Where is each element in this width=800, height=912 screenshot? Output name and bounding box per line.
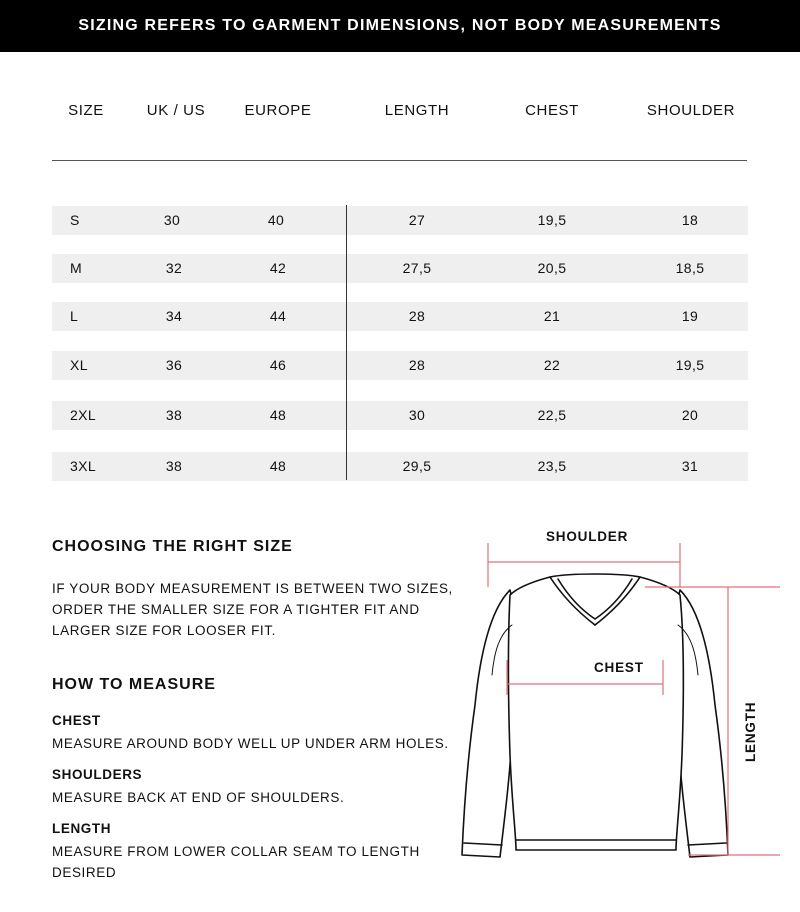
- cell-chest: 21: [543, 308, 561, 324]
- table-row: [52, 452, 748, 481]
- shoulders-instruction: MEASURE BACK AT END OF SHOULDERS.: [52, 790, 345, 805]
- choosing-size-heading: CHOOSING THE RIGHT SIZE: [52, 538, 293, 555]
- cell-shoulder: 31: [681, 458, 699, 474]
- measurement-diagram: [450, 515, 790, 895]
- cell-uk-us: 38: [165, 407, 183, 423]
- cell-size: L: [70, 308, 79, 324]
- table-row: [52, 401, 748, 430]
- length-measure-label: LENGTH: [743, 701, 758, 762]
- cell-shoulder: 18,5: [675, 260, 705, 276]
- header-chest: CHEST: [525, 102, 579, 119]
- table-row: [52, 302, 748, 331]
- cell-length: 30: [408, 407, 426, 423]
- choosing-size-text: IF YOUR BODY MEASUREMENT IS BETWEEN TWO SIZES, ORDER THE SMALLER SIZE FOR A TIGHTER FIT AND LARGER SIZE FOR LOOSER FIT.: [52, 581, 453, 638]
- cell-uk-us: 36: [165, 357, 183, 373]
- cell-shoulder: 18: [681, 212, 699, 228]
- cell-length: 27,5: [402, 260, 432, 276]
- cell-uk-us: 30: [163, 212, 181, 228]
- cell-length: 28: [408, 357, 426, 373]
- shoulders-label: SHOULDERS: [52, 767, 143, 782]
- cell-chest: 22: [543, 357, 561, 373]
- cell-uk-us: 38: [165, 458, 183, 474]
- column-divider: [346, 205, 347, 480]
- chest-label: CHEST: [52, 713, 101, 728]
- cell-shoulder: 19,5: [675, 357, 705, 373]
- cell-chest: 23,5: [537, 458, 567, 474]
- cell-chest: 20,5: [537, 260, 567, 276]
- shoulder-measure-label: SHOULDER: [546, 529, 629, 544]
- cell-length: 29,5: [402, 458, 432, 474]
- header-size: SIZE: [68, 102, 104, 119]
- cell-europe: 42: [269, 260, 287, 276]
- length-instruction: MEASURE FROM LOWER COLLAR SEAM TO LENGTH DESIRED: [52, 844, 420, 880]
- cell-shoulder: 20: [681, 407, 699, 423]
- cell-europe: 46: [269, 357, 287, 373]
- size-chart-banner: SIZING REFERS TO GARMENT DIMENSIONS, NOT BODY MEASUREMENTS: [0, 0, 800, 52]
- table-row: [52, 206, 748, 235]
- header-uk-us: UK / US: [146, 102, 206, 119]
- chest-instruction: MEASURE AROUND BODY WELL UP UNDER ARM HOLES.: [52, 736, 449, 751]
- cell-size: M: [70, 260, 83, 276]
- table-row: [52, 254, 748, 283]
- cell-size: 3XL: [70, 458, 97, 474]
- cell-size: 2XL: [70, 407, 97, 423]
- header-europe: EUROPE: [244, 102, 312, 119]
- cell-size: S: [70, 212, 80, 228]
- cell-shoulder: 19: [681, 308, 699, 324]
- header-shoulder: SHOULDER: [646, 102, 736, 119]
- cell-uk-us: 34: [165, 308, 183, 324]
- header-length: LENGTH: [384, 102, 450, 119]
- cell-uk-us: 32: [165, 260, 183, 276]
- cell-size: XL: [70, 357, 88, 373]
- length-label: LENGTH: [52, 821, 112, 836]
- cell-length: 28: [408, 308, 426, 324]
- table-row: [52, 351, 748, 380]
- cell-europe: 44: [269, 308, 287, 324]
- cell-europe: 40: [267, 212, 285, 228]
- cell-chest: 22,5: [537, 407, 567, 423]
- cell-europe: 48: [269, 407, 287, 423]
- cell-length: 27: [408, 212, 426, 228]
- chest-measure-label: CHEST: [594, 660, 644, 675]
- v-neck-sweater-icon: [450, 515, 790, 895]
- cell-europe: 48: [269, 458, 287, 474]
- how-to-measure-heading: HOW TO MEASURE: [52, 676, 216, 693]
- header-divider: [52, 160, 747, 161]
- cell-chest: 19,5: [537, 212, 567, 228]
